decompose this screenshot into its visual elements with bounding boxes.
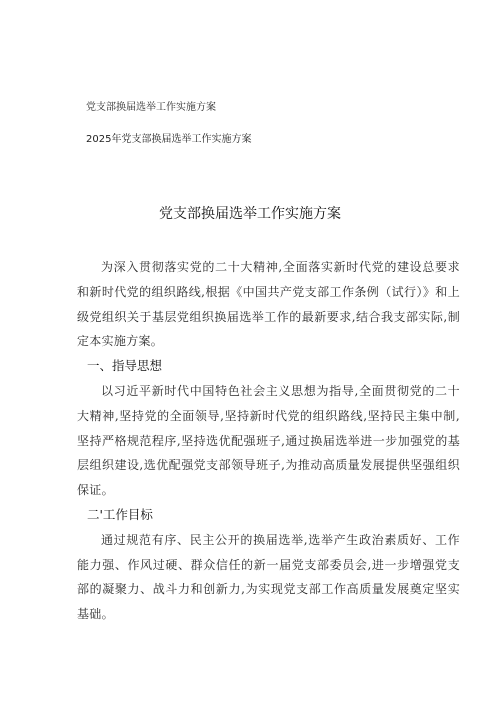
intro-paragraph: 为深入贯彻落实党的二十大精神,全面落实新时代党的建设总要求和新时代党的组织路线,根据《中国共产党支部工作条例（试行）》和上级党组织关于基层党组织换届选举工作的最新要求,结合我支部实际,制定本实施方案。 — [77, 260, 460, 349]
section-heading-guiding-ideology: 一、指导思想 — [87, 358, 163, 374]
header-title: 党支部换届选举工作实施方案 — [86, 102, 216, 113]
header-subtitle: 2025年党支部换届选举工作实施方案 — [86, 134, 252, 145]
document-body — [77, 255, 460, 627]
document-title: 党支部换届选举工作实施方案 — [159, 206, 341, 222]
section-paragraph-guiding-ideology: 以习近平新时代中国特色社会主义思想为指导,全面贯彻党的二十大精神,坚持党的全面领导,坚持新时代党的组织路线,坚持民主集中制,坚持严格规范程序,坚持选优配强班子,通过换届选举进一步加强党的基层组织建设,选优配强党支部领导班子,为推动高质量发展提供坚强组织保证。 — [77, 383, 460, 498]
section-paragraph-work-goals: 通过规范有序、民主公开的换届选举,选举产生政治素质好、工作能力强、作风过硬、群众信任的新一届党支部委员会,进一步增强党支部的凝聚力、战斗力和创新力,为实现党支部工作高质量发展奠定坚实基础。 — [77, 532, 460, 622]
section-heading-work-goals: 二'工作目标 — [87, 506, 153, 522]
